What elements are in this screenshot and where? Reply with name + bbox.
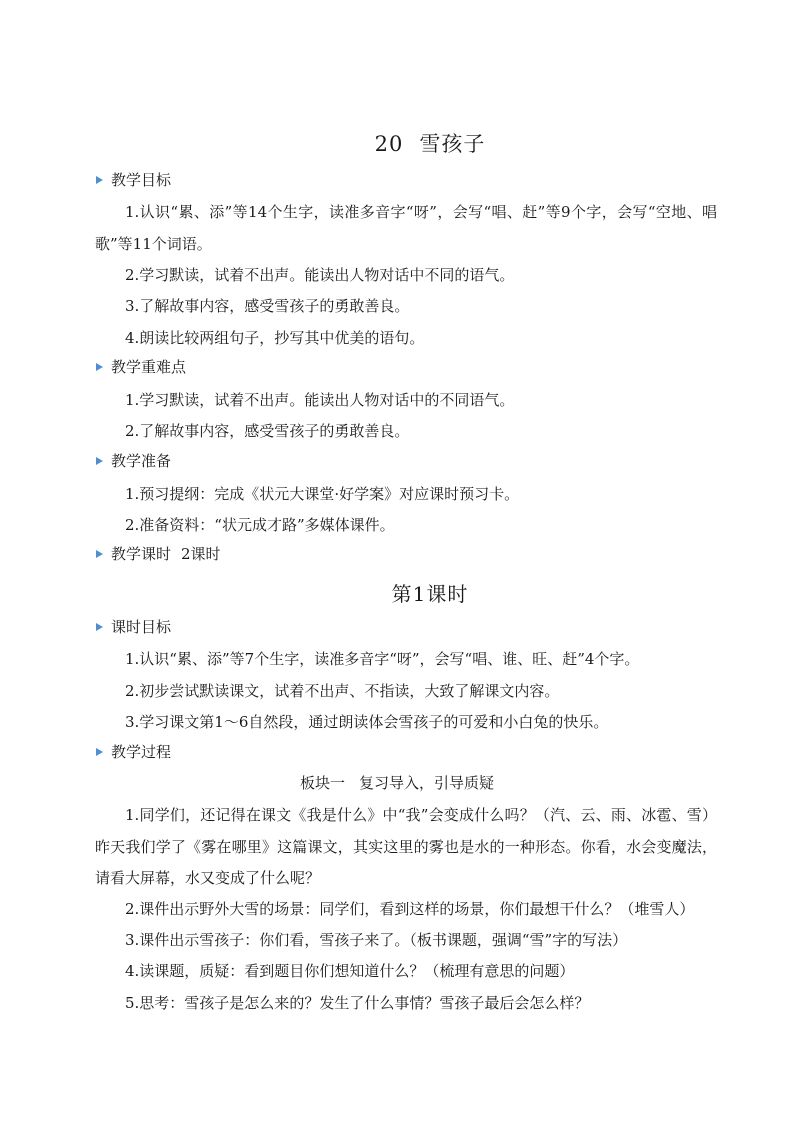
section-teaching-process: [96, 741, 171, 763]
section-heading: 课时目标: [111, 618, 172, 636]
key-item-1: 1.学习默读，试着不出声。能读出人物对话中的不同语气。: [125, 391, 515, 409]
section-preparation: [96, 450, 171, 472]
section-period-goals: [96, 616, 171, 638]
process-step-1: 1.同学们，还记得在课文《我是什么》中“我”会变成什么吗？（汽、云、雨、冰雹、雪）昨天我们学了《雾在哪里》这篇课文，其实这里的雾也是水的一种形态。你看，水会变魔法，请看大屏幕，水又变成了什么呢？: [95, 806, 717, 887]
triangle-bullet-icon: [96, 550, 103, 558]
lesson-title: [0, 128, 794, 158]
lesson-name: 雪孩子: [419, 132, 486, 156]
prep-item-1: 1.预习提纲：完成《状元大课堂·好学案》对应课时预习卡。: [125, 485, 520, 503]
section-key-points: [96, 356, 186, 378]
period-title: 第1课时: [391, 582, 469, 606]
triangle-bullet-icon: [96, 748, 103, 756]
section-heading: 教学课时: [111, 545, 172, 563]
period-goal-3: 3.学习课文第1～6自然段，通过朗读体会雪孩子的可爱和小白兔的快乐。: [125, 713, 609, 731]
process-step-2: 2.课件出示野外大雪的场景：同学们，看到这样的场景，你们最想干什么？（堆雪人）: [125, 900, 695, 918]
triangle-bullet-icon: [96, 457, 103, 465]
goal-item-2: 2.学习默读，试着不出声。能读出人物对话中不同的语气。: [125, 266, 515, 284]
process-step-4: 4.读课题，质疑：看到题目你们想知道什么？（梳理有意思的问题）: [125, 962, 575, 980]
section-heading: 教学目标: [111, 171, 172, 189]
class-hours-value: 2课时: [181, 545, 221, 563]
prep-item-2: 2.准备资料：“状元成才路”多媒体课件。: [125, 516, 395, 534]
process-step-3: 3.课件出示雪孩子：你们看，雪孩子来了。（板书课题，强调“雪”字的写法）: [125, 931, 628, 949]
section-heading: 教学重难点: [111, 358, 187, 376]
goal-item-1: 1.认识“累、添”等14个生字，读准多音字“呀”，会写“唱、赶”等9个字，会写“空地、唱歌”等11个词语。: [95, 203, 717, 253]
triangle-bullet-icon: [96, 176, 103, 184]
block-title: [0, 772, 794, 794]
lesson-number: 20: [374, 132, 404, 156]
block-subtitle: 复习导入，引导质疑: [359, 774, 495, 792]
key-item-2: 2.了解故事内容，感受雪孩子的勇敢善良。: [125, 422, 410, 440]
triangle-bullet-icon: [96, 623, 103, 631]
section-class-hours: [96, 543, 221, 565]
section-teaching-goals: [96, 169, 171, 191]
block-name: 板块一: [299, 774, 345, 792]
goal-item-4: 4.朗读比较两组句子，抄写其中优美的语句。: [125, 329, 425, 347]
section-heading: 教学准备: [111, 452, 172, 470]
goal-item-3: 3.了解故事内容，感受雪孩子的勇敢善良。: [125, 297, 410, 315]
period-goal-2: 2.初步尝试默读课文，试着不出声、不指读，大致了解课文内容。: [125, 682, 560, 700]
process-step-5: 5.思考：雪孩子是怎么来的？发生了什么事情？雪孩子最后会怎么样？: [125, 994, 590, 1012]
triangle-bullet-icon: [96, 363, 103, 371]
section-heading: 教学过程: [111, 743, 172, 761]
period-goal-1: 1.认识“累、添”等7个生字，读准多音字“呀”，会写“唱、谁、旺、赶”4个字。: [125, 650, 640, 668]
